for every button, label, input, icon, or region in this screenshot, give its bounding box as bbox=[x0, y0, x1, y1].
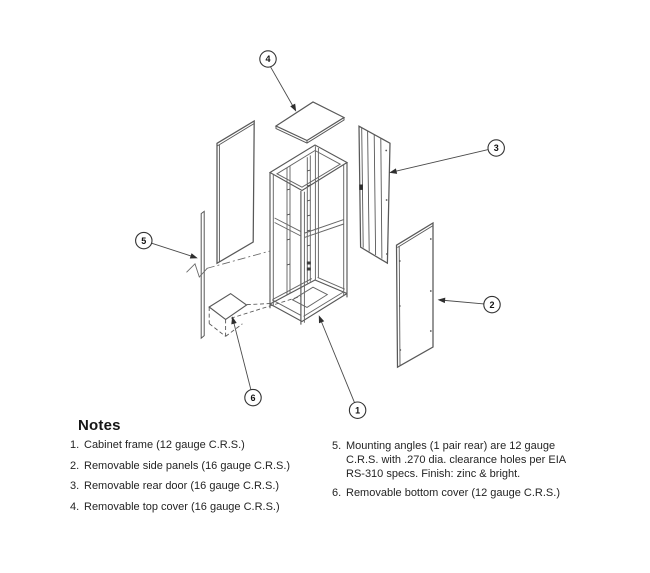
door-handle bbox=[359, 185, 363, 190]
frame-inner-members bbox=[272, 146, 345, 323]
callout-4-leader bbox=[271, 67, 295, 110]
part-bottom-cover bbox=[209, 294, 301, 337]
callout-6-leader bbox=[233, 319, 251, 390]
callout-5 bbox=[136, 232, 199, 260]
part-side-panel-right bbox=[397, 223, 434, 367]
note-text bbox=[346, 439, 582, 482]
callout-4-label: 4 bbox=[265, 54, 271, 65]
callout-3-leader bbox=[392, 150, 489, 173]
callout-2-arrowhead bbox=[437, 297, 445, 303]
callout-6-arrowhead bbox=[229, 316, 236, 325]
note-item-6 bbox=[332, 486, 582, 500]
left-panel-flange bbox=[217, 124, 254, 262]
callout-4 bbox=[260, 51, 299, 113]
note-text: Cabinet frame (12 gauge C.R.S.) bbox=[84, 439, 245, 451]
callout-1 bbox=[316, 314, 366, 418]
note-number: 6. bbox=[332, 487, 342, 500]
callout-6 bbox=[229, 316, 261, 406]
callout-1-arrowhead bbox=[316, 314, 324, 323]
note-text: Removable top cover (16 gauge C.R.S.) bbox=[84, 501, 280, 514]
frame-outer-edges bbox=[270, 145, 347, 325]
bottom-cover-outline bbox=[209, 294, 246, 320]
note-number: 3. bbox=[70, 480, 80, 493]
callout-2-leader bbox=[440, 300, 484, 304]
part-cabinet-frame bbox=[270, 145, 347, 325]
callout-1-leader bbox=[320, 318, 355, 403]
top-cover-outline bbox=[276, 102, 344, 141]
note-line: C.R.S. with .270 dia. clearance holes per EIA bbox=[346, 454, 567, 467]
note-number: 4. bbox=[70, 501, 80, 514]
callout-3-label: 3 bbox=[493, 143, 499, 154]
note-line: RS-310 specs. Finish: zinc & bright. bbox=[346, 468, 521, 481]
notes-heading: Notes bbox=[78, 417, 121, 434]
notes-column-left bbox=[70, 439, 335, 522]
door-hinge-dot bbox=[385, 150, 387, 152]
callout-5-label: 5 bbox=[141, 235, 147, 246]
note-text: Removable rear door (16 gauge C.R.S.) bbox=[84, 480, 280, 493]
note-line: Mounting angles (1 pair rear) are 12 gauge bbox=[346, 440, 556, 452]
note-item-4 bbox=[70, 501, 335, 514]
rear-door-stiffeners bbox=[362, 128, 382, 259]
callout-2-label: 2 bbox=[489, 299, 495, 310]
note-number: 1. bbox=[70, 439, 80, 451]
note-text: Removable side panels (16 gauge C.R.S.) bbox=[84, 459, 291, 472]
angle-bracket-mark bbox=[307, 268, 311, 271]
door-hinge-dot bbox=[386, 253, 388, 255]
right-panel-flange bbox=[397, 226, 433, 366]
door-hinge-dot bbox=[386, 199, 388, 201]
callout-5-leader bbox=[152, 243, 196, 257]
callout-2 bbox=[437, 296, 500, 312]
callout-3 bbox=[389, 140, 505, 176]
note-item-2 bbox=[70, 460, 335, 473]
callout-6-label: 6 bbox=[250, 392, 256, 403]
callout-1-label: 1 bbox=[355, 405, 361, 416]
right-panel-holes bbox=[399, 238, 432, 351]
part-top-cover bbox=[276, 102, 344, 143]
center-dash-dot-line bbox=[207, 251, 270, 268]
note-number: 5. bbox=[332, 440, 342, 452]
part-rear-door bbox=[359, 126, 390, 263]
note-item-5 bbox=[332, 439, 582, 482]
callout-5-arrowhead bbox=[190, 253, 199, 261]
note-item-1 bbox=[70, 439, 335, 452]
notes-column-right bbox=[332, 439, 582, 505]
note-text: Removable bottom cover (12 gauge C.R.S.) bbox=[346, 487, 560, 500]
part-side-panel-left bbox=[217, 121, 254, 263]
note-number: 2. bbox=[70, 459, 80, 472]
angle-bracket-mark bbox=[307, 262, 311, 265]
construction-lines bbox=[187, 251, 271, 277]
note-item-3 bbox=[70, 480, 335, 493]
